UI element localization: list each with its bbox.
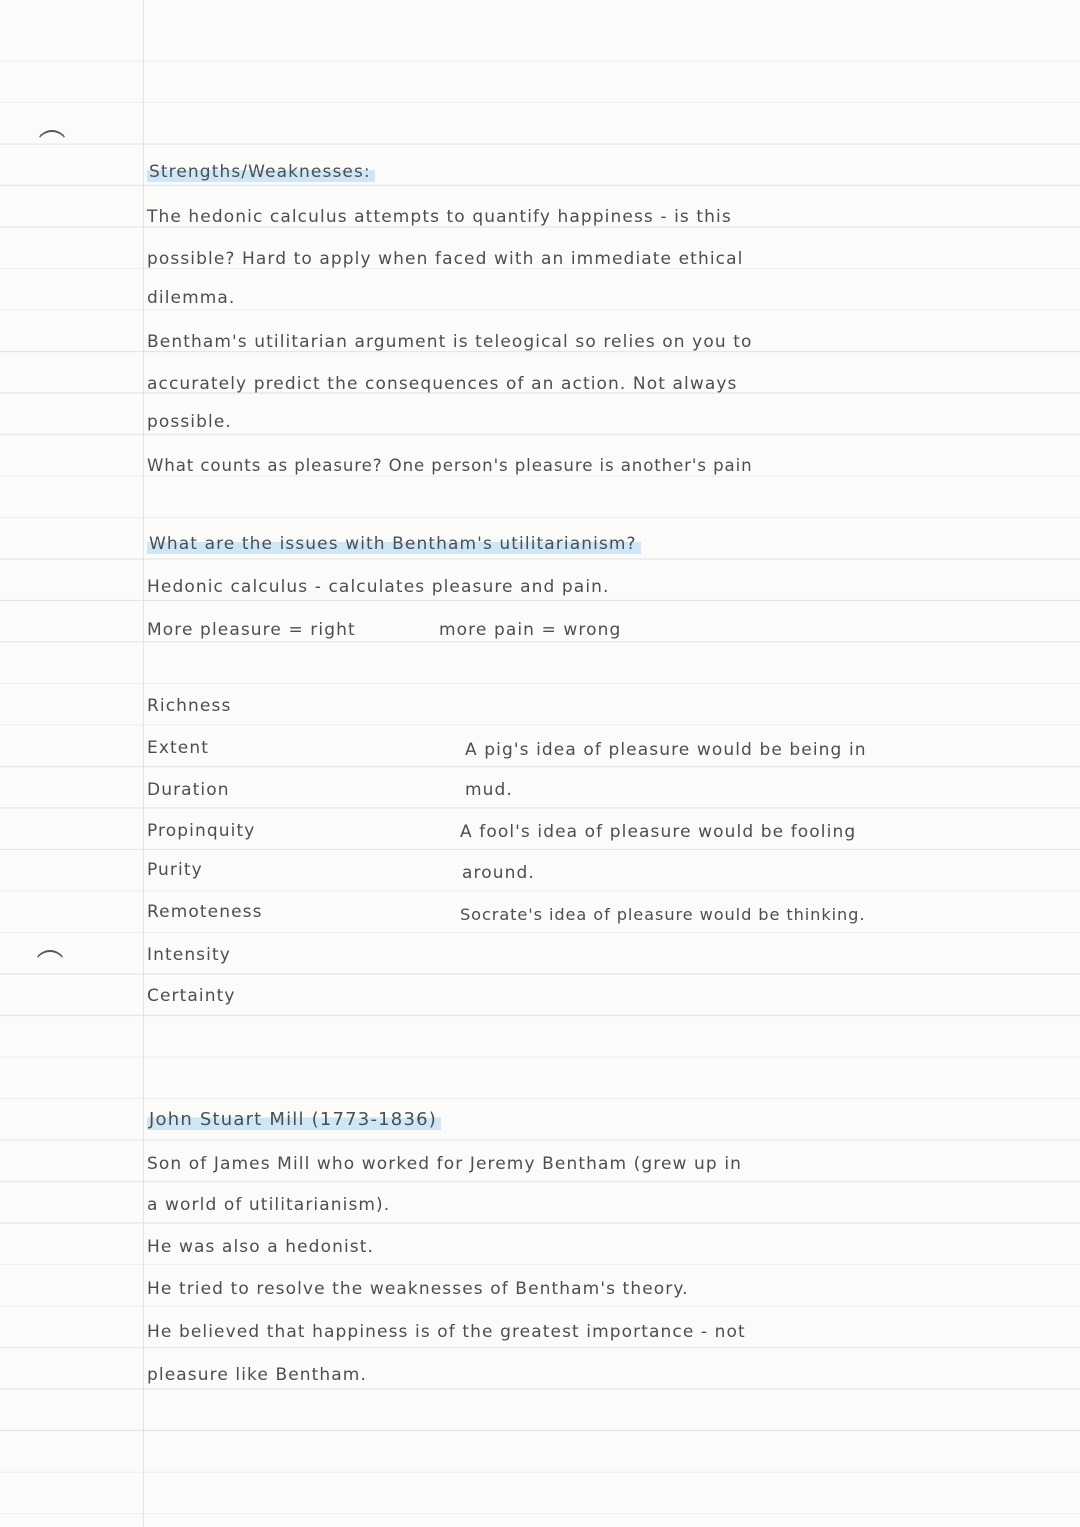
list-item: Extent	[147, 738, 209, 758]
note-line: Hedonic calculus - calculates pleasure and pain.	[147, 577, 610, 597]
list-item: Certainty	[147, 986, 236, 1006]
note-line: pleasure like Bentham.	[147, 1365, 367, 1385]
note-line: The hedonic calculus attempts to quantify happiness - is this	[147, 207, 732, 227]
note-line: dilemma.	[147, 288, 236, 308]
heading-highlight: What are the issues with Bentham's utilitarianism?	[147, 534, 641, 554]
more-pain-wrong: more pain = wrong	[439, 620, 622, 640]
pleasure-note: around.	[462, 863, 535, 883]
list-item: Propinquity	[147, 821, 256, 841]
more-pleasure-right: More pleasure = right	[147, 620, 356, 640]
pleasure-note: A pig's idea of pleasure would be being in	[465, 740, 867, 760]
note-line: accurately predict the consequences of an action. Not always	[147, 374, 738, 394]
note-line: He was also a hedonist.	[147, 1237, 375, 1257]
list-item: Intensity	[147, 945, 231, 965]
note-line: possible? Hard to apply when faced with an immediate ethical	[147, 249, 744, 269]
margin-line	[143, 0, 144, 1527]
heading-highlight: John Stuart Mill (1773-1836)	[147, 1109, 441, 1130]
note-line	[147, 618, 622, 642]
section-heading	[147, 1108, 441, 1132]
note-line: What counts as pleasure? One person's pleasure is another's pain	[147, 456, 753, 475]
note-line: He believed that happiness is of the greatest importance - not	[147, 1322, 746, 1342]
note-line: a world of utilitarianism).	[147, 1195, 391, 1215]
pleasure-note: mud.	[465, 780, 513, 800]
list-item: Purity	[147, 860, 203, 880]
pleasure-note: A fool's idea of pleasure would be fooling	[460, 822, 857, 842]
pleasure-note: Socrate's idea of pleasure would be thinking.	[460, 905, 866, 924]
punch-hole	[36, 130, 68, 162]
heading-highlight: Strengths/Weaknesses:	[147, 162, 375, 182]
section-heading	[147, 160, 375, 184]
note-line: Bentham's utilitarian argument is teleogical so relies on you to	[147, 332, 753, 352]
section-heading	[147, 532, 641, 556]
list-item: Remoteness	[147, 902, 263, 922]
note-line: Son of James Mill who worked for Jeremy Bentham (grew up in	[147, 1154, 743, 1174]
note-line: He tried to resolve the weaknesses of Bentham's theory.	[147, 1279, 689, 1299]
list-item: Duration	[147, 780, 230, 800]
note-line: possible.	[147, 412, 232, 432]
punch-hole	[34, 950, 66, 982]
list-item: Richness	[147, 696, 232, 716]
